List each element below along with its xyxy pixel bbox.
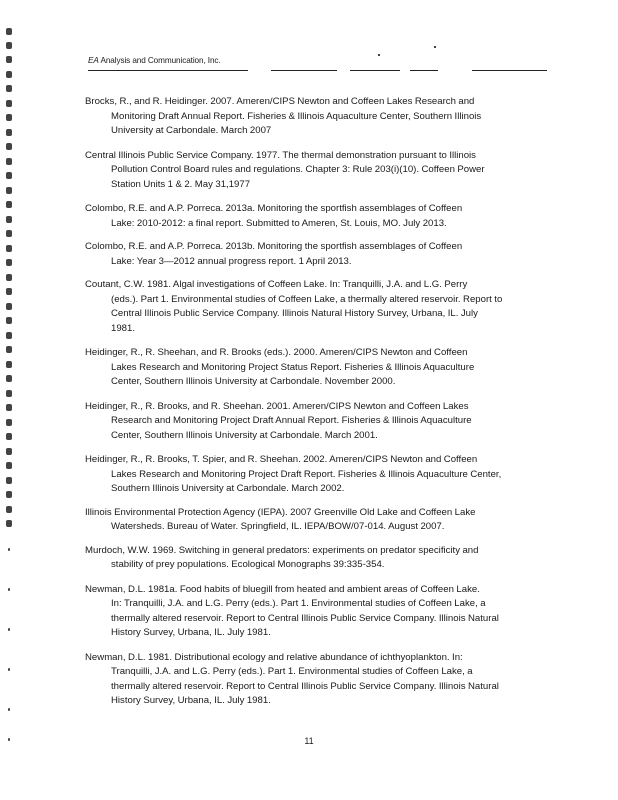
- reference-line: Center, Southern Illinois University at Carbondale. November 2000.: [111, 376, 396, 387]
- binder-punch-marks: [3, 28, 17, 768]
- reference-line: University at Carbondale. March 2007: [111, 125, 272, 136]
- punch-mark: [6, 245, 12, 252]
- punch-mark: [6, 42, 12, 49]
- punch-mark: [6, 317, 12, 324]
- reference-entry: [85, 544, 537, 573]
- reference-line: Monitoring Draft Annual Report. Fisheries & Illinois Aquaculture Center, Southern Illinois: [111, 110, 482, 122]
- reference-line: 1981.: [111, 322, 136, 334]
- reference-line: Brocks, R., and R. Heidinger. 2007. Ameren/CIPS Newton and Coffeen Lakes Research and: [85, 96, 475, 107]
- reference-line: thermally altered reservoir. Report to Central Illinois Public Service Company. Illinois Natural: [111, 612, 499, 624]
- punch-mark: [6, 462, 12, 469]
- page-header: [88, 54, 548, 74]
- punch-mark: [6, 375, 12, 382]
- punch-mark: [6, 274, 12, 281]
- reference-line: Lake: 2010-2012: a final report. Submitted to Ameren, St. Louis, MO. July 2013.: [111, 217, 447, 229]
- punch-mark: [6, 419, 12, 426]
- punch-mark: [6, 28, 12, 35]
- punch-mark: [6, 187, 12, 194]
- header-rule: [271, 70, 337, 71]
- page-number: 11: [304, 736, 314, 746]
- reference-entry: [85, 202, 537, 231]
- reference-line: Murdoch, W.W. 1969. Switching in general predators: experiments on predator specificity and: [85, 544, 479, 556]
- punch-mark: [6, 520, 12, 527]
- punch-mark: [6, 201, 12, 208]
- punch-mark: [6, 332, 12, 339]
- punch-mark: [6, 448, 12, 455]
- reference-entry: [85, 506, 537, 535]
- reference-line: thermally altered reservoir. Report to Central Illinois Public Service Company. Illinois Natural: [111, 680, 499, 692]
- punch-mark: [8, 708, 10, 711]
- reference-line: Station Units 1 & 2. May 31,1977: [111, 178, 251, 190]
- punch-mark: [6, 477, 12, 484]
- punch-mark: [6, 506, 12, 513]
- punch-mark: [6, 216, 12, 223]
- reference-entry: [85, 346, 537, 390]
- reference-line: Heidinger, R., R. Sheehan, and R. Brooks (eds.). 2000. Ameren/CIPS Newton and Coffeen: [85, 347, 468, 358]
- reference-line: Colombo, R.E. and A.P. Porreca. 2013b. Monitoring the sportfish assemblages of Coffeen: [85, 241, 463, 252]
- punch-mark: [6, 288, 12, 295]
- reference-entry: [85, 95, 537, 139]
- punch-mark: [6, 129, 12, 136]
- reference-line: Lake: Year 3—2012 annual progress report. 1 April 2013.: [111, 255, 352, 267]
- company-name: [88, 56, 221, 65]
- header-rule: [472, 70, 547, 71]
- punch-mark: [8, 668, 10, 671]
- header-rule: [410, 70, 438, 71]
- reference-line: Coutant, C.W. 1981. Algal investigations of Coffeen Lake. In: Tranquilli, J.A. and L.G. Perry: [85, 279, 468, 290]
- punch-mark: [8, 588, 10, 591]
- reference-line: Newman, D.L. 1981a. Food habits of bluegill from heated and ambient areas of Coffeen Lake.: [85, 583, 480, 595]
- punch-mark: [6, 172, 12, 179]
- reference-entry: [85, 453, 537, 497]
- reference-entry: [85, 278, 537, 336]
- header-rule: [350, 70, 400, 71]
- punch-mark: [6, 158, 12, 165]
- punch-mark: [6, 433, 12, 440]
- punch-mark: [6, 100, 12, 107]
- punch-mark: [6, 56, 12, 63]
- reference-line: Pollution Control Board rules and regulations. Chapter 3: Rule 203(i)(10). Coffeen Power: [111, 164, 485, 175]
- company-rest: Analysis and Communication, Inc.: [100, 56, 221, 65]
- reference-line: In: Tranquilli, J.A. and L.G. Perry (eds.). Part 1. Environmental studies of Coffeen Lake, a: [111, 598, 486, 609]
- reference-line: Lakes Research and Monitoring Project Status Report. Fisheries & Illinois Aquaculture: [111, 361, 475, 373]
- reference-line: Watersheds. Bureau of Water. Springfield, IL. IEPA/BOW/07-014. August 2007.: [111, 521, 445, 532]
- reference-entry: [85, 583, 537, 641]
- punch-mark: [6, 390, 12, 397]
- punch-mark: [6, 114, 12, 121]
- reference-line: Illinois Environmental Protection Agency (IEPA). 2007 Greenville Old Lake and Coffeen Lake: [85, 506, 476, 518]
- punch-mark: [6, 303, 12, 310]
- reference-entry: [85, 149, 537, 193]
- reference-line: Central Illinois Public Service Company. Illinois Natural History Survey, Urbana, IL. July: [111, 308, 478, 319]
- punch-mark: [6, 404, 12, 411]
- punch-mark: [6, 491, 12, 498]
- punch-mark: [6, 230, 12, 237]
- reference-line: stability of prey populations. Ecological Monographs 39:335-354.: [111, 559, 385, 570]
- reference-line: Research and Monitoring Project Draft Annual Report. Fisheries & Illinois Aquaculture: [111, 415, 472, 426]
- scan-speck: [434, 46, 436, 48]
- reference-line: Center, Southern Illinois University at Carbondale. March 2001.: [111, 429, 378, 441]
- reference-line: (eds.). Part 1. Environmental studies of Coffeen Lake, a thermally altered reservoir. Report to: [111, 293, 503, 305]
- punch-mark: [6, 361, 12, 368]
- reference-line: History Survey, Urbana, IL. July 1981.: [111, 695, 271, 706]
- reference-line: Newman, D.L. 1981. Distributional ecology and relative abundance of ichthyoplankton. In:: [85, 651, 463, 663]
- punch-mark: [8, 628, 10, 631]
- reference-line: Southern Illinois University at Carbondale. March 2002.: [111, 483, 345, 494]
- reference-line: Central Illinois Public Service Company. 1977. The thermal demonstration pursuant to Illinois: [85, 149, 476, 161]
- reference-entry: [85, 240, 537, 269]
- reference-line: Lakes Research and Monitoring Project Draft Report. Fisheries & Illinois Aquaculture Center,: [111, 468, 502, 480]
- punch-mark: [6, 85, 12, 92]
- scan-speck: [378, 54, 380, 56]
- reference-line: Heidinger, R., R. Brooks, T. Spier, and R. Sheehan. 2002. Ameren/CIPS Newton and Coffeen: [85, 454, 478, 465]
- punch-mark: [6, 346, 12, 353]
- punch-mark: [6, 143, 12, 150]
- reference-line: Heidinger, R., R. Brooks, and R. Sheehan. 2001. Ameren/CIPS Newton and Coffeen Lakes: [85, 400, 469, 412]
- punch-mark: [8, 548, 10, 551]
- reference-line: History Survey, Urbana, IL. July 1981.: [111, 627, 271, 638]
- reference-line: Colombo, R.E. and A.P. Porreca. 2013a. Monitoring the sportfish assemblages of Coffeen: [85, 203, 463, 214]
- company-prefix: EA: [88, 56, 99, 65]
- reference-line: Tranquilli, J.A. and L.G. Perry (eds.). Part 1. Environmental studies of Coffeen Lake, a: [111, 666, 473, 677]
- reference-list: [85, 95, 537, 709]
- reference-entry: [85, 400, 537, 444]
- header-rule: [88, 70, 248, 71]
- punch-mark: [6, 71, 12, 78]
- reference-entry: [85, 651, 537, 709]
- punch-mark: [6, 259, 12, 266]
